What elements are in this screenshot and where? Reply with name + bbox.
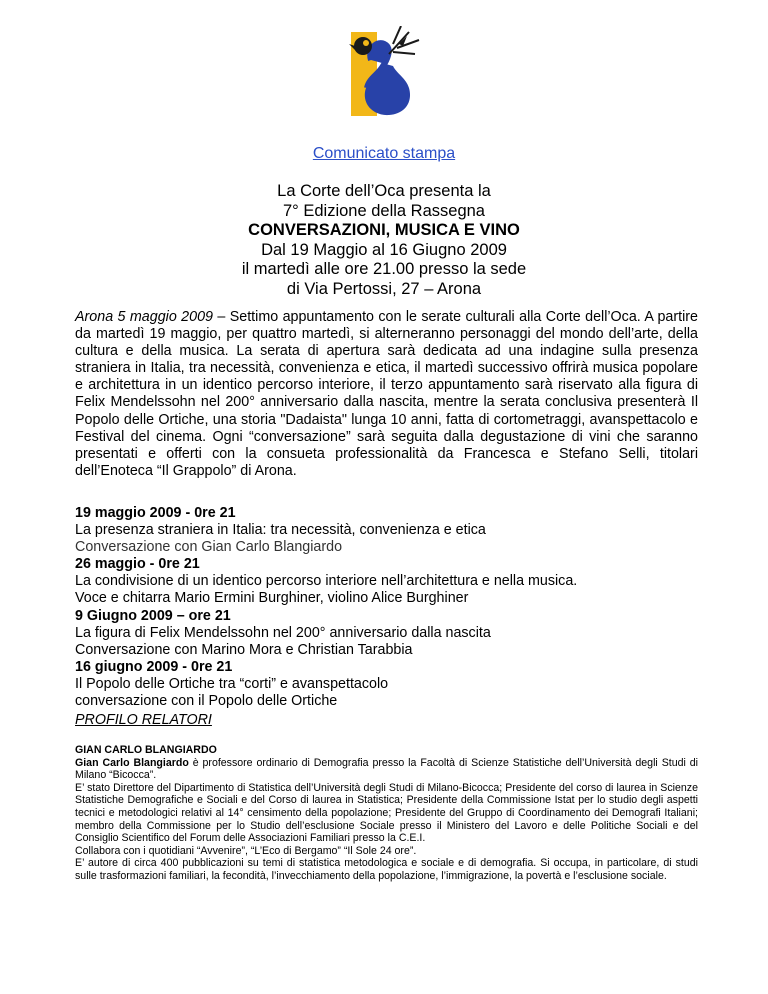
title-line: Dal 19 Maggio al 16 Giugno 2009 [261,240,507,259]
schedule-date: 19 maggio 2009 - 0re 21 [75,505,236,521]
press-release-link[interactable]: Comunicato stampa [312,145,456,162]
bio-paragraph: Collabora con i quotidiani “Avvenire”, “L’Eco di Bergamo” “Il Sole 24 ore”. [75,844,417,857]
profile-heading: PROFILO RELATORI [75,712,212,728]
title-line: di Via Pertossi, 27 – Arona [286,279,482,298]
schedule-line: La presenza straniera in Italia: tra necessità, convenienza e etica [75,522,486,539]
speaker-bio [75,744,698,883]
bio-paragraph: E’ stato Direttore del Dipartimento di Statistica dell’Università degli Studi di Milano-Bicocca; Presidente del corso di laurea in Scienze Statistiche Demografiche e Sociali e del Corso di laurea in Statistica; Presidente della Commissione Istat per lo studio degli aspetti tecnici e metodologici relativi al 14° censimento della popolazione; Presidente del Gruppo di Coordinamento dei Demografi Italiani; membro della Commissione per lo Studio dell’esclusione Sociale presso il Ministero del Lavoro e delle Politiche Sociali e del Consiglio Scientifico del Forum delle Associazioni Familiari presso la C.E.I. [75,781,698,845]
event-title-block [0,182,768,300]
schedule-line: Voce e chitarra Mario Ermini Burghiner, violino Alice Burghiner [75,590,469,607]
speaker-name: Gian Carlo Blangiardo [75,756,189,769]
intro-lead: Arona 5 maggio 2009 [75,309,213,325]
intro-paragraph [75,309,698,480]
bio-paragraph: è professore ordinario di Demografia presso la Facoltà di Scienze Statistiche dell’Università degli Studi di Milano “Bicocca”. [75,756,699,782]
goose-logo-icon [349,26,421,118]
schedule-line: Conversazione con Marino Mora e Christian Tarabbia [75,641,413,658]
schedule-list [75,505,698,710]
schedule-date: 9 Giugno 2009 – ore 21 [75,607,231,624]
schedule-line: La figura di Felix Mendelssohn nel 200° anniversario dalla nascita [75,624,491,641]
intro-text: – Settimo appuntamento con le serate culturali alla Corte dell’Oca. A partire da martedì 19 maggio, per quattro martedì, si alterneranno personaggi del mondo dell’arte, della cultura e della musica. La serata di apertura sarà dedicata ad una indagine sulla presenza straniera in Italia, tra necessità, convenienza e etica, il martedì successivo offrirà musica popolare e architettura in un identico percorso interiore, il terzo appuntamento sarà riservato alla figura di Felix Mendelssohn nel 200° anniversario dalla nascita, mentre la serata conclusiva presenterà Il Popolo delle Ortiche, una storia "Dadaista" lunga 10 anni, fatta di cortometraggi, avanspettacolo e Festival del cinema. Ogni “conversazione” sarà seguita dalla degustazione di vini che saranno presentati e offerti con la consueta professionalità da Francesca e Stefano Selli, titolari dell’Enoteca “Il Grappolo” di Arona. [75,309,699,479]
schedule-line: Conversazione con Gian Carlo Blangiardo [75,539,343,556]
event-name: CONVERSAZIONI, MUSICA E VINO [248,221,520,240]
title-line: La Corte dell’Oca presenta la [277,182,491,200]
title-line: il martedì alle ore 21.00 presso la sede [241,260,527,279]
schedule-date: 26 maggio - 0re 21 [75,556,200,573]
schedule-line: Il Popolo delle Ortiche tra “corti” e avanspettacolo [75,675,389,692]
schedule-date: 16 giugno 2009 - 0re 21 [75,658,233,675]
schedule-line: La condivisione di un identico percorso interiore nell’architettura e nella musica. [75,573,578,590]
bio-paragraph: E’ autore di circa 400 pubblicazioni su temi di statistica metodologica e sociale e di demografia. Si occupa, in particolare, di studi sulle trasformazioni familiari, la fecondità, l’invecchiamento della popolazione, l’immigrazione, la povertà e l’esclusione sociale. [75,857,698,882]
speaker-name-heading: GIAN CARLO BLANGIARDO [75,744,217,756]
title-line: 7° Edizione della Rassegna [283,201,485,220]
schedule-line: conversazione con il Popolo delle Ortiche [75,693,338,710]
